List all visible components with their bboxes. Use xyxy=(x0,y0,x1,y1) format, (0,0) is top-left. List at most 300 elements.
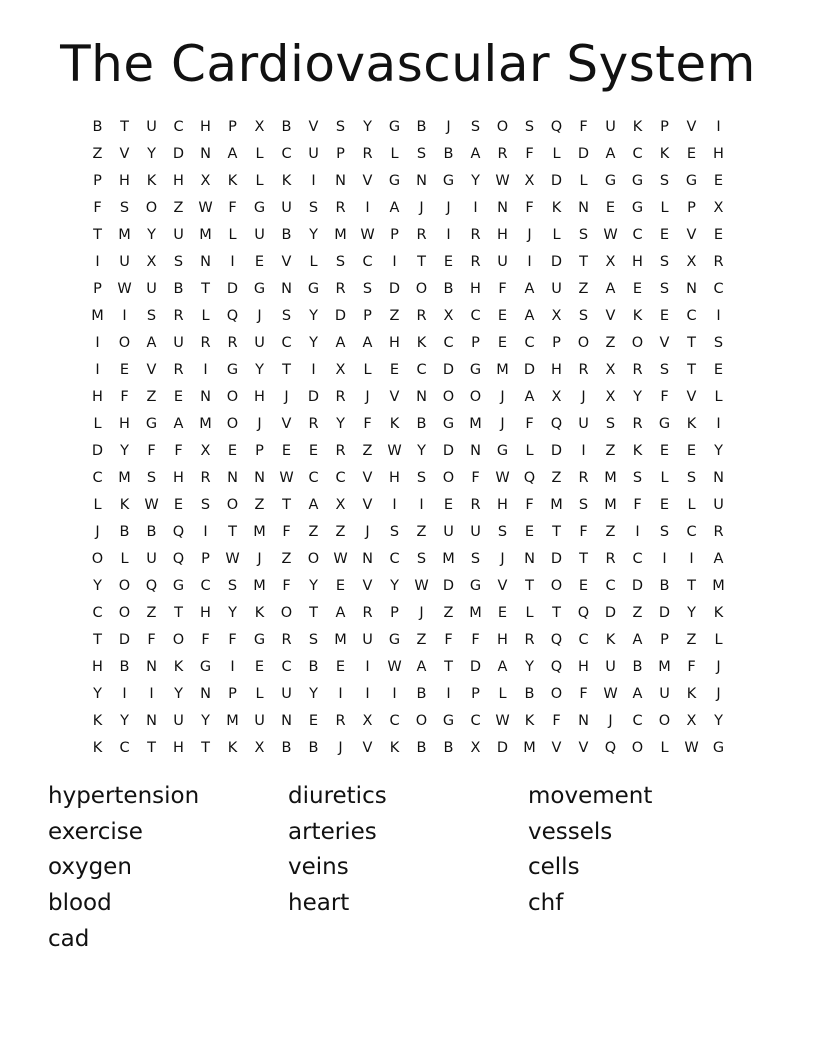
grid-row xyxy=(84,276,732,303)
grid-letter: T xyxy=(228,524,237,540)
grid-letter: R xyxy=(416,308,427,324)
grid-letter: E xyxy=(659,443,670,459)
grid-letter: D xyxy=(91,443,104,459)
grid-letter: S xyxy=(416,146,427,162)
grid-letter: P xyxy=(660,119,669,135)
grid-letter: D xyxy=(388,281,401,297)
page-title: The Cardiovascular System xyxy=(60,35,756,93)
grid-letter: I xyxy=(662,551,667,567)
grid-letter: C xyxy=(686,308,697,324)
grid-letter: S xyxy=(497,524,508,540)
grid-letter: O xyxy=(118,605,131,621)
grid-letter: S xyxy=(308,632,319,648)
grid-letter: A xyxy=(335,335,346,351)
grid-letter: D xyxy=(550,254,563,270)
grid-letter: S xyxy=(713,335,724,351)
grid-letter: Y xyxy=(309,308,318,324)
grid-letter: L xyxy=(309,254,318,270)
grid-letter: W xyxy=(414,578,429,594)
grid-letter: I xyxy=(203,524,208,540)
grid-letter: B xyxy=(443,281,454,297)
grid-letter: U xyxy=(551,281,562,297)
grid-letter: R xyxy=(470,497,481,513)
grid-letter: M xyxy=(523,740,536,756)
grid-letter: W xyxy=(333,551,348,567)
grid-letter: D xyxy=(550,173,563,189)
grid-letter: D xyxy=(172,146,185,162)
grid-letter: T xyxy=(444,659,453,675)
grid-letter: B xyxy=(173,281,184,297)
grid-letter: Z xyxy=(605,443,616,459)
grid-letter: B xyxy=(308,659,319,675)
grid-letter: A xyxy=(146,335,157,351)
grid-letter: F xyxy=(174,443,183,459)
grid-letter: I xyxy=(392,686,397,702)
grid-letter: Z xyxy=(362,443,373,459)
grid-letter: R xyxy=(362,605,373,621)
grid-row xyxy=(84,222,732,249)
grid-row xyxy=(84,114,732,141)
grid-letter: V xyxy=(497,578,508,594)
grid-letter: L xyxy=(660,740,669,756)
grid-letter: B xyxy=(443,740,454,756)
grid-letter: Y xyxy=(147,227,156,243)
grid-letter: F xyxy=(525,497,534,513)
grid-letter: E xyxy=(389,362,400,378)
grid-letter: S xyxy=(659,254,670,270)
grid-letter: R xyxy=(281,632,292,648)
grid-letter: K xyxy=(416,335,427,351)
grid-letter: Q xyxy=(550,632,563,648)
grid-letter: U xyxy=(254,713,265,729)
grid-letter: Y xyxy=(417,443,426,459)
grid-letter: N xyxy=(524,551,535,567)
grid-letter: M xyxy=(118,470,131,486)
grid-letter: E xyxy=(605,200,616,216)
grid-letter: M xyxy=(658,659,671,675)
grid-letter: N xyxy=(281,281,292,297)
grid-letter: M xyxy=(91,308,104,324)
grid-letter: S xyxy=(659,173,670,189)
grid-letter: F xyxy=(552,713,561,729)
grid-letter: R xyxy=(173,362,184,378)
grid-letter: E xyxy=(686,146,697,162)
grid-letter: Q xyxy=(226,308,239,324)
grid-letter: K xyxy=(686,416,697,432)
grid-letter: X xyxy=(443,308,454,324)
grid-letter: H xyxy=(173,470,184,486)
grid-letter: T xyxy=(552,524,561,540)
grid-letter: I xyxy=(716,119,721,135)
grid-letter: S xyxy=(578,308,589,324)
grid-letter: Y xyxy=(714,443,723,459)
grid-letter: D xyxy=(226,281,239,297)
grid-letter: Y xyxy=(525,659,534,675)
grid-letter: H xyxy=(200,605,211,621)
grid-letter: P xyxy=(390,227,399,243)
grid-letter: I xyxy=(446,227,451,243)
grid-letter: O xyxy=(469,389,482,405)
grid-letter: B xyxy=(119,524,130,540)
grid-letter: U xyxy=(578,416,589,432)
grid-letter: C xyxy=(686,524,697,540)
grid-letter: U xyxy=(281,200,292,216)
grid-letter: B xyxy=(281,227,292,243)
grid-letter: J xyxy=(365,524,370,540)
word-item: blood xyxy=(48,890,112,917)
grid-letter: T xyxy=(120,119,129,135)
grid-letter: V xyxy=(551,740,562,756)
grid-letter: B xyxy=(119,659,130,675)
grid-row xyxy=(84,546,732,573)
grid-letter: K xyxy=(92,740,103,756)
grid-letter: R xyxy=(605,551,616,567)
grid-letter: C xyxy=(470,308,481,324)
grid-letter: I xyxy=(122,308,127,324)
grid-letter: Y xyxy=(714,713,723,729)
grid-letter: O xyxy=(91,551,104,567)
grid-letter: L xyxy=(255,173,264,189)
grid-letter: W xyxy=(603,227,618,243)
grid-letter: W xyxy=(279,470,294,486)
grid-letter: C xyxy=(524,335,535,351)
grid-letter: C xyxy=(173,119,184,135)
grid-letter: U xyxy=(605,659,616,675)
grid-letter: H xyxy=(632,254,643,270)
grid-letter: K xyxy=(254,605,265,621)
grid-letter: X xyxy=(605,362,616,378)
grid-letter: T xyxy=(417,254,426,270)
grid-letter: J xyxy=(716,659,721,675)
grid-letter: Y xyxy=(309,335,318,351)
grid-letter: N xyxy=(416,389,427,405)
grid-letter: K xyxy=(632,119,643,135)
grid-letter: A xyxy=(524,281,535,297)
grid-row xyxy=(84,168,732,195)
grid-letter: A xyxy=(173,416,184,432)
grid-letter: S xyxy=(227,578,238,594)
grid-letter: S xyxy=(470,119,481,135)
grid-letter: Q xyxy=(550,416,563,432)
grid-letter: R xyxy=(578,470,589,486)
grid-letter: C xyxy=(281,335,292,351)
grid-letter: V xyxy=(281,416,292,432)
word-column-2 xyxy=(288,779,518,922)
grid-letter: I xyxy=(230,659,235,675)
grid-letter: O xyxy=(631,335,644,351)
grid-row xyxy=(84,600,732,627)
grid-letter: I xyxy=(203,362,208,378)
grid-letter: Z xyxy=(335,524,346,540)
grid-letter: H xyxy=(254,389,265,405)
grid-letter: J xyxy=(95,524,100,540)
grid-letter: C xyxy=(119,740,130,756)
grid-letter: P xyxy=(471,686,480,702)
grid-letter: A xyxy=(227,146,238,162)
grid-letter: Y xyxy=(255,362,264,378)
grid-letter: Z xyxy=(146,605,157,621)
grid-letter: H xyxy=(578,659,589,675)
grid-letter: E xyxy=(713,362,724,378)
grid-letter: A xyxy=(632,686,643,702)
grid-letter: Q xyxy=(172,524,185,540)
grid-letter: L xyxy=(660,200,669,216)
grid-letter: R xyxy=(713,254,724,270)
grid-letter: E xyxy=(497,308,508,324)
grid-letter: E xyxy=(713,173,724,189)
grid-letter: G xyxy=(388,173,401,189)
grid-letter: T xyxy=(687,362,696,378)
grid-letter: L xyxy=(498,686,507,702)
grid-letter: D xyxy=(442,362,455,378)
grid-letter: X xyxy=(551,389,562,405)
grid-letter: Y xyxy=(174,686,183,702)
grid-letter: B xyxy=(416,740,427,756)
grid-row xyxy=(84,465,732,492)
grid-letter: U xyxy=(470,524,481,540)
grid-letter: L xyxy=(255,146,264,162)
grid-letter: F xyxy=(498,281,507,297)
grid-letter: X xyxy=(713,200,724,216)
grid-letter: R xyxy=(227,335,238,351)
grid-letter: I xyxy=(365,686,370,702)
grid-letter: M xyxy=(334,632,347,648)
grid-letter: N xyxy=(227,470,238,486)
grid-letter: N xyxy=(281,713,292,729)
grid-letter: J xyxy=(446,119,451,135)
grid-letter: Y xyxy=(147,146,156,162)
grid-letter: T xyxy=(147,740,156,756)
grid-letter: M xyxy=(118,227,131,243)
grid-letter: B xyxy=(659,578,670,594)
grid-letter: M xyxy=(226,713,239,729)
grid-letter: R xyxy=(200,335,211,351)
grid-letter: F xyxy=(147,443,156,459)
grid-letter: D xyxy=(577,146,590,162)
grid-letter: E xyxy=(524,524,535,540)
grid-letter: D xyxy=(523,362,536,378)
grid-letter: S xyxy=(389,524,400,540)
grid-letter: H xyxy=(92,389,103,405)
word-item: chf xyxy=(528,890,564,917)
grid-letter: I xyxy=(446,686,451,702)
grid-letter: R xyxy=(713,524,724,540)
grid-letter: H xyxy=(551,362,562,378)
grid-letter: Z xyxy=(146,389,157,405)
grid-letter: A xyxy=(335,605,346,621)
grid-letter: Y xyxy=(309,686,318,702)
grid-letter: W xyxy=(387,443,402,459)
grid-letter: S xyxy=(524,119,535,135)
grid-letter: F xyxy=(633,497,642,513)
grid-letter: G xyxy=(469,362,482,378)
grid-letter: C xyxy=(632,551,643,567)
grid-letter: C xyxy=(92,470,103,486)
word-item: vessels xyxy=(528,818,613,845)
grid-letter: Q xyxy=(145,578,158,594)
grid-letter: F xyxy=(228,200,237,216)
grid-letter: R xyxy=(632,362,643,378)
grid-letter: M xyxy=(253,578,266,594)
grid-letter: Z xyxy=(605,524,616,540)
grid-letter: M xyxy=(469,416,482,432)
grid-letter: G xyxy=(253,200,266,216)
grid-letter: H xyxy=(713,146,724,162)
grid-letter: S xyxy=(308,200,319,216)
grid-letter: E xyxy=(686,443,697,459)
grid-letter: K xyxy=(227,740,238,756)
grid-letter: O xyxy=(550,686,563,702)
word-item: oxygen xyxy=(48,854,132,881)
grid-letter: K xyxy=(146,173,157,189)
grid-letter: N xyxy=(578,713,589,729)
grid-letter: H xyxy=(389,470,400,486)
grid-letter: B xyxy=(281,740,292,756)
grid-letter: M xyxy=(712,578,725,594)
grid-letter: J xyxy=(257,416,262,432)
grid-letter: L xyxy=(579,173,588,189)
grid-letter: Z xyxy=(389,308,400,324)
grid-letter: O xyxy=(550,578,563,594)
grid-letter: A xyxy=(362,335,373,351)
grid-letter: T xyxy=(579,254,588,270)
grid-letter: K xyxy=(281,173,292,189)
grid-letter: Y xyxy=(120,713,129,729)
grid-letter: F xyxy=(93,200,102,216)
grid-letter: F xyxy=(579,524,588,540)
grid-letter: J xyxy=(608,713,613,729)
grid-letter: S xyxy=(470,551,481,567)
grid-letter: V xyxy=(659,335,670,351)
grid-letter: A xyxy=(524,389,535,405)
grid-row xyxy=(84,141,732,168)
grid-letter: S xyxy=(659,281,670,297)
grid-letter: G xyxy=(442,173,455,189)
grid-letter: U xyxy=(146,119,157,135)
grid-letter: D xyxy=(469,659,482,675)
grid-letter: J xyxy=(500,416,505,432)
grid-letter: H xyxy=(497,227,508,243)
grid-letter: I xyxy=(95,335,100,351)
grid-letter: B xyxy=(443,146,454,162)
grid-letter: C xyxy=(470,713,481,729)
grid-letter: A xyxy=(605,146,616,162)
grid-letter: O xyxy=(442,389,455,405)
grid-letter: J xyxy=(446,200,451,216)
grid-letter: F xyxy=(228,632,237,648)
grid-letter: P xyxy=(390,605,399,621)
grid-letter: J xyxy=(419,200,424,216)
grid-letter: J xyxy=(581,389,586,405)
grid-letter: T xyxy=(687,335,696,351)
grid-row xyxy=(84,654,732,681)
grid-letter: X xyxy=(686,254,697,270)
grid-letter: F xyxy=(471,470,480,486)
grid-letter: F xyxy=(579,119,588,135)
grid-letter: G xyxy=(631,173,644,189)
grid-letter: M xyxy=(334,227,347,243)
grid-letter: E xyxy=(308,443,319,459)
grid-letter: C xyxy=(632,713,643,729)
grid-letter: X xyxy=(200,173,211,189)
grid-letter: X xyxy=(551,308,562,324)
grid-letter: Y xyxy=(363,119,372,135)
grid-letter: Z xyxy=(686,632,697,648)
grid-letter: X xyxy=(605,254,616,270)
grid-letter: G xyxy=(712,740,725,756)
grid-letter: A xyxy=(497,659,508,675)
grid-letter: N xyxy=(200,146,211,162)
grid-letter: I xyxy=(581,443,586,459)
grid-letter: E xyxy=(173,497,184,513)
grid-letter: C xyxy=(335,470,346,486)
word-item: movement xyxy=(528,783,653,809)
grid-letter: E xyxy=(308,713,319,729)
grid-letter: I xyxy=(365,659,370,675)
grid-letter: Y xyxy=(93,578,102,594)
grid-letter: X xyxy=(470,740,481,756)
grid-letter: R xyxy=(335,389,346,405)
letter-grid xyxy=(84,114,732,762)
grid-letter: L xyxy=(363,362,372,378)
grid-letter: X xyxy=(335,362,346,378)
grid-letter: G xyxy=(172,578,185,594)
grid-letter: U xyxy=(713,497,724,513)
grid-letter: L xyxy=(714,632,723,648)
grid-letter: C xyxy=(389,551,400,567)
grid-letter: J xyxy=(500,551,505,567)
grid-letter: J xyxy=(527,227,532,243)
grid-letter: F xyxy=(471,632,480,648)
grid-letter: D xyxy=(307,389,320,405)
grid-letter: C xyxy=(92,605,103,621)
grid-letter: R xyxy=(335,200,346,216)
grid-letter: Y xyxy=(228,605,237,621)
grid-letter: M xyxy=(550,497,563,513)
grid-letter: W xyxy=(387,659,402,675)
grid-letter: H xyxy=(389,335,400,351)
grid-letter: M xyxy=(199,227,212,243)
grid-letter: S xyxy=(173,254,184,270)
grid-letter: M xyxy=(604,470,617,486)
grid-letter: H xyxy=(470,281,481,297)
grid-letter: M xyxy=(469,605,482,621)
grid-letter: J xyxy=(284,389,289,405)
grid-letter: H xyxy=(119,416,130,432)
grid-letter: R xyxy=(335,443,346,459)
grid-letter: C xyxy=(281,659,292,675)
grid-letter: K xyxy=(632,308,643,324)
grid-letter: Z xyxy=(254,497,265,513)
grid-letter: P xyxy=(660,632,669,648)
grid-letter: R xyxy=(578,362,589,378)
grid-letter: I xyxy=(473,200,478,216)
grid-letter: D xyxy=(442,443,455,459)
grid-letter: M xyxy=(442,551,455,567)
grid-letter: Y xyxy=(93,686,102,702)
grid-row xyxy=(84,519,732,546)
grid-letter: I xyxy=(716,308,721,324)
grid-letter: K xyxy=(713,605,724,621)
grid-letter: R xyxy=(308,416,319,432)
grid-letter: P xyxy=(471,335,480,351)
word-item: cells xyxy=(528,854,580,881)
grid-letter: E xyxy=(335,659,346,675)
grid-letter: E xyxy=(632,281,643,297)
grid-letter: L xyxy=(120,551,129,567)
grid-letter: U xyxy=(254,335,265,351)
grid-letter: U xyxy=(443,524,454,540)
